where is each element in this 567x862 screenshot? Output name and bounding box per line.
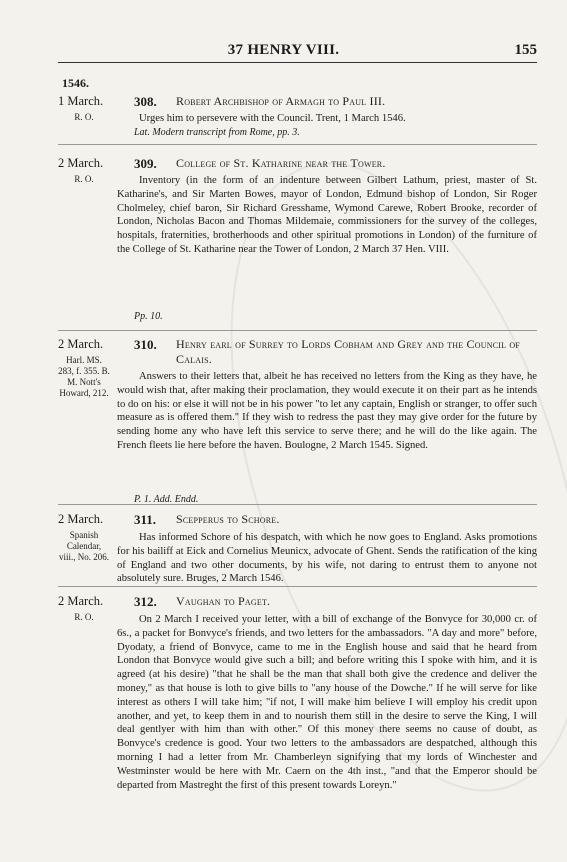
entry-number: 311. bbox=[134, 512, 157, 527]
entry-source: Spanish Calendar, viii., No. 206. bbox=[58, 530, 109, 562]
entry-date: 2 March. bbox=[58, 512, 104, 526]
entry-date: 1 March. bbox=[58, 94, 104, 108]
entry-source: Harl. MS. 283, f. 355. B. M. Nott's Howard, 212. bbox=[58, 355, 110, 398]
entry-title: Robert Archbishop of Armagh to Paul III. bbox=[176, 94, 386, 108]
entry-body: Urges him to persevere with the Council. Trent, 1 March 1546. bbox=[139, 113, 406, 124]
entry-body: Inventory (in the form of an indenture between Gilbert Lathum, priest, master of St. Katharine's, and Sir Marten Bowes, mayor of London, Edmund bishop of London, Sir Roger Cholmeley, chief baron, Sir Richard Gresshame, Wymond Carewe, Robert Brooke, recorder of London, Nicholas Bacon and Thomas Mildemaie, commissioners for the survey of the colleges, hospitals, fraternities, brotherhoods and other spiritual promotions in London) of the furniture of the College of St. Katharine near the Tower of London, 2 March 37 Hen. VIII. bbox=[117, 175, 537, 255]
entry-source: R. O. bbox=[74, 112, 94, 122]
entry-source: R. O. bbox=[74, 174, 94, 184]
entry-body: On 2 March I received your letter, with a bill of exchange of the Bonvyce for 30,000 cr. of 6s., a packet for Bonvyce's friends, and two letters for the ambassadors. "A day and more" before, Dyodaty, a friend of Bonvyce, came to me in the English house and said that he heard from London that Bonvyce would give such a bill; and before writing this I spoke with him, and it is agreed (at his desire) "that he shall be the man that shall both give the credence and deliver the money," as that house is loth to give bills to "any house of the Dowche." If he will serve for like interest as others I will take him; "if not, I will make him believe I will employ his credit upon another, and yet, to keep them in and to nourish them still in the desire to serve the King, I will deal gentlyer with him than with other." Of this money there seems no cause of doubt, as Bonvyce's credence is good. Your two letters to the ambassadors are despatched, although this morning I had a letter from Mr. Chamberleyn signifying that my lords of Winchester and Westminster would be here with Mr. Caern on the 4th inst., "and that the Emperor should be departed from Mastreght the first of this present towards Loreyn." bbox=[117, 614, 537, 791]
header-rule bbox=[58, 62, 537, 63]
entry-title: College of St. Katharine near the Tower. bbox=[176, 156, 386, 170]
entry-reference: P. 1. Add. Endd. bbox=[134, 494, 199, 505]
entry-number: 308. bbox=[134, 94, 157, 109]
entry-date: 2 March. bbox=[58, 594, 104, 608]
entry-title: Scepperus to Schore. bbox=[176, 512, 280, 526]
entry-divider bbox=[58, 586, 537, 587]
entry-reference: Lat. Modern transcript from Rome, pp. 3. bbox=[134, 127, 300, 138]
entry-number: 309. bbox=[134, 156, 157, 171]
entry-date: 2 March. bbox=[58, 156, 104, 170]
entry-divider bbox=[58, 504, 537, 505]
entry-number: 310. bbox=[134, 337, 157, 352]
entry-divider bbox=[58, 330, 537, 331]
entry-source: R. O. bbox=[74, 612, 94, 622]
entry-divider bbox=[58, 144, 537, 145]
entry-number: 312. bbox=[134, 594, 157, 609]
running-header-title: 37 HENRY VIII. bbox=[227, 42, 340, 58]
entry-title: Vaughan to Paget. bbox=[176, 594, 271, 608]
entry-body: Has informed Schore of his despatch, with which he now goes to England. Asks promotions for his bailiff at Eick and Cornelius Meunicx, advocate of Ghent. Sends the ratification of the king of England and two other documents, by his wife, not daring to entrust them to anyone not absolutely sure. Bruges, 2 March 1546. bbox=[117, 532, 537, 585]
page-number: 155 bbox=[514, 42, 537, 58]
year-marker: 1546. bbox=[62, 76, 89, 90]
entry-title: Henry earl of Surrey to Lords Cobham and Grey and the Council of Calais. bbox=[176, 337, 521, 366]
entry-date: 2 March. bbox=[58, 337, 104, 351]
entry-reference: Pp. 10. bbox=[134, 311, 163, 322]
entry-body: Answers to their letters that, albeit he has received no letters from the King as they have, he would wish that, after making their proclamation, they would execute it on their part as he intends to do on his: or else it will not be in his power "to let any captain, English or stranger, to offer such measure as is offered them." If they wish to redress the past they may give order for the future by sending home any who have left this service to serve there; and he will do the like again. The French fleets lie here before the haven. Boulogne, 2 March 1545. Signed. bbox=[117, 371, 537, 451]
